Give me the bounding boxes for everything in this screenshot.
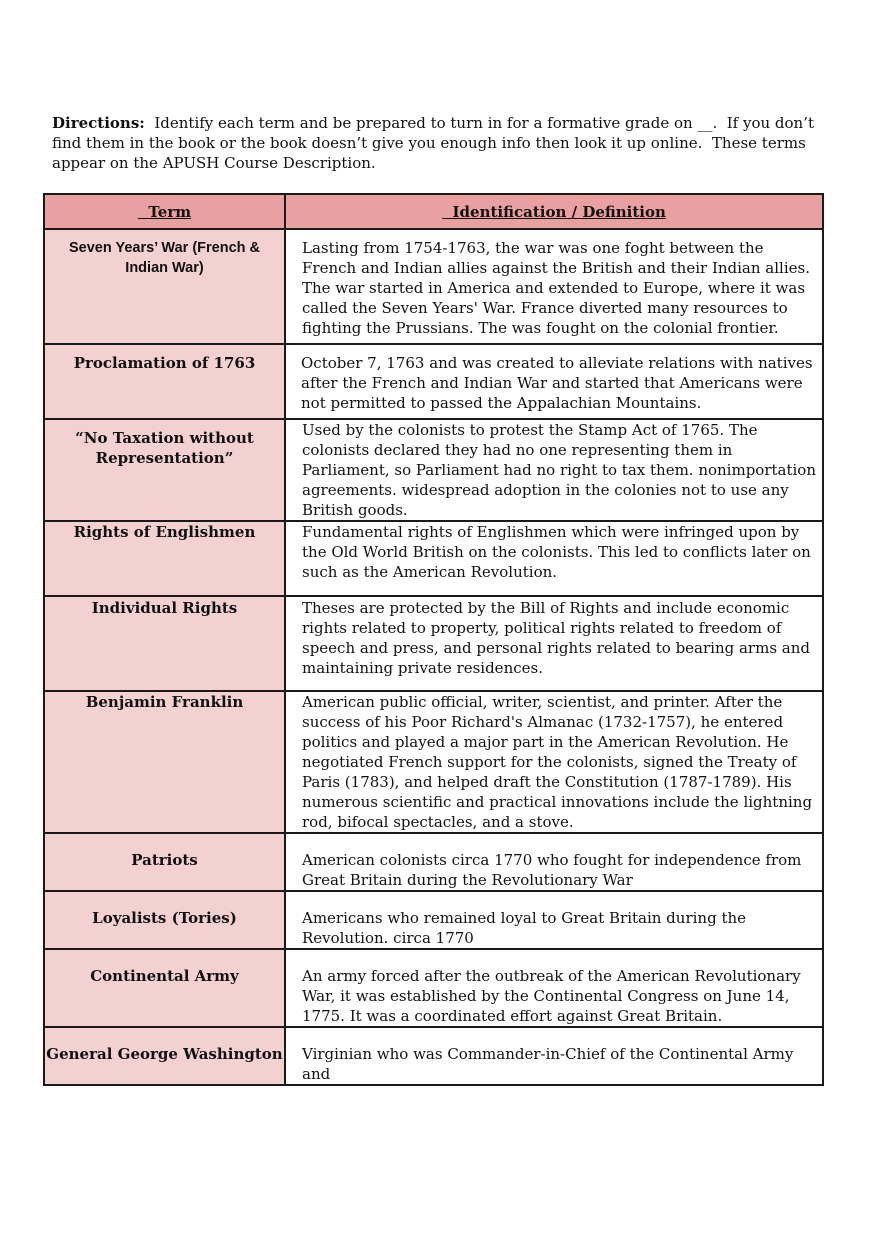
term-cell: Benjamin Franklin (44, 691, 285, 833)
definition-cell: Fundamental rights of Englishmen which were infringed upon by the Old World British on the colonists. This led to conflicts later on such as the American Revolution. (285, 521, 823, 596)
term-cell: General George Washington (44, 1027, 285, 1085)
term-cell: Continental Army (44, 949, 285, 1027)
table-row (44, 1027, 823, 1085)
definition-cell: Used by the colonists to protest the Stamp Act of 1765. The colonists declared they had no one representing them in Parliament, so Parliament had no right to tax them. nonimportation agreements. widespread adoption in the colonies not to use any British goods. (285, 419, 823, 521)
definition-cell: Americans who remained loyal to Great Britain during the Revolution. circa 1770 (285, 891, 823, 949)
term-cell: Proclamation of 1763 (44, 344, 285, 419)
definition-cell: American public official, writer, scientist, and printer. After the success of his Poor Richard's Almanac (1732-1757), he entered politics and played a major part in the American Revolution. He negotiated French support for the colonists, signed the Treaty of Paris (1783), and helped draft the Constitution (1787-1789). His numerous scientific and practical innovations include the lightning rod, bifocal spectacles, and a stove. (285, 691, 823, 833)
directions-paragraph (52, 113, 832, 173)
term-cell: Rights of Englishmen (44, 521, 285, 596)
directions-label: Directions: (52, 114, 145, 132)
definition-cell: Lasting from 1754-1763, the war was one foght between the French and Indian allies against the British and their Indian allies. The war started in America and extended to Europe, where it was called the Seven Years' War. France diverted many resources to fighting the Prussians. The was fought on the colonial frontier. (285, 229, 823, 344)
directions-text: Identify each term and be prepared to turn in for a formative grade on __. If you don’t find them in the book or the book doesn’t give you enough info then look it up online. These terms appear on the APUSH Course Description. (52, 114, 819, 172)
definition-cell: American colonists circa 1770 who fought for independence from Great Britain during the Revolutionary War (285, 833, 823, 891)
table-row (44, 691, 823, 833)
table-row (44, 521, 823, 596)
terms-table (43, 193, 824, 1086)
definition-cell: Theses are protected by the Bill of Rights and include economic rights related to property, political rights related to freedom of speech and press, and personal rights related to bearing arms and maintaining private residences. (285, 596, 823, 691)
term-cell: “No Taxation without Representation” (44, 419, 285, 521)
table-row (44, 419, 823, 521)
table-row (44, 949, 823, 1027)
table-row (44, 596, 823, 691)
table-row (44, 833, 823, 891)
definition-column-header: Identification / Definition (285, 194, 823, 229)
definition-cell: An army forced after the outbreak of the American Revolutionary War, it was established by the Continental Congress on June 14, 1775. It was a coordinated effort against Great Britain. (285, 949, 823, 1027)
definition-cell: October 7, 1763 and was created to alleviate relations with natives after the French and Indian War and started that Americans were not permitted to passed the Appalachian Mountains. (285, 344, 823, 419)
definition-cell: Virginian who was Commander-in-Chief of the Continental Army and (285, 1027, 823, 1085)
term-column-header: Term (44, 194, 285, 229)
term-cell: Seven Years’ War (French & Indian War) (44, 229, 285, 344)
term-cell: Individual Rights (44, 596, 285, 691)
table-row (44, 344, 823, 419)
term-cell: Loyalists (Tories) (44, 891, 285, 949)
table-row (44, 229, 823, 344)
term-cell: Patriots (44, 833, 285, 891)
table-header-row (44, 194, 823, 229)
table-row (44, 891, 823, 949)
